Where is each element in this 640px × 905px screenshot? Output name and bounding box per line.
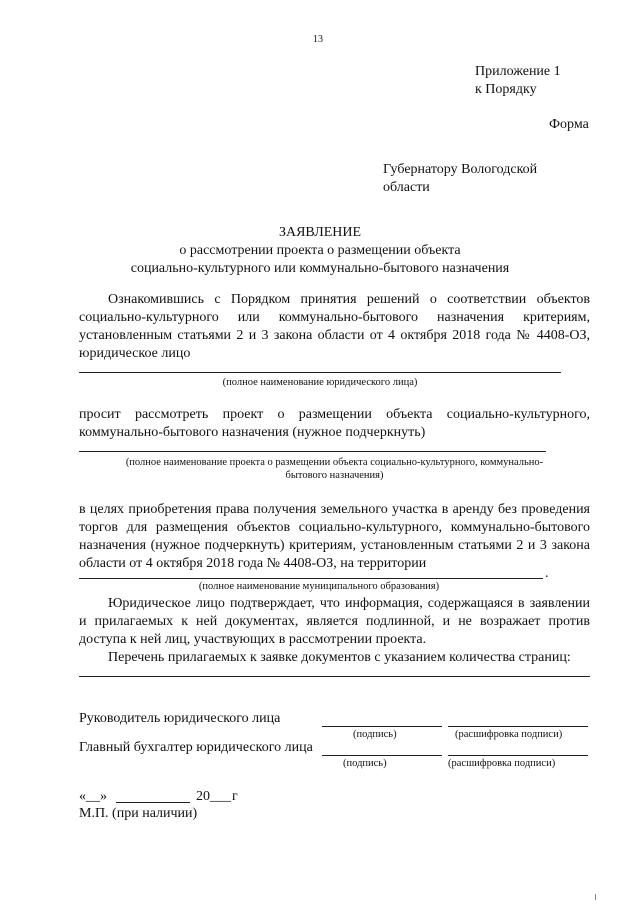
legal-entity-fill-line bbox=[79, 372, 561, 373]
document-subtitle-2: социально-культурного или коммунально-бытового назначения bbox=[130, 261, 510, 276]
date-month-line bbox=[116, 802, 190, 803]
confirm-line-2: и прилагаемых к ней документах, является подлинной, и не возражает против bbox=[79, 614, 590, 629]
page-number: 13 bbox=[313, 34, 323, 45]
addressee-line-1: Губернатору Вологодской bbox=[383, 162, 538, 177]
head-decode-hint: (расшифровка подписи) bbox=[455, 729, 563, 740]
accountant-decode-hint: (расшифровка подписи) bbox=[448, 758, 556, 769]
municipality-line-dot: . bbox=[545, 566, 549, 581]
date-year-suffix: г bbox=[232, 789, 238, 804]
date-day: «__» bbox=[79, 789, 107, 804]
scan-mark bbox=[595, 894, 596, 900]
head-signature-line bbox=[322, 726, 442, 727]
legal-entity-hint: (полное наименование юридического лица) bbox=[222, 377, 418, 388]
municipality-fill-line bbox=[79, 578, 543, 579]
intro-line-3: установленным статьями 2 и 3 закона области от 4 октября 2018 года № 4408-ОЗ, bbox=[79, 328, 590, 343]
document-title: ЗАЯВЛЕНИЕ bbox=[278, 225, 362, 240]
accountant-signature-line bbox=[322, 755, 442, 756]
request-line-1: просит рассмотреть проект о размещении объекта социально-культурного, bbox=[79, 407, 590, 422]
head-decode-line bbox=[448, 726, 588, 727]
purpose-line-2: торгов для размещения объектов социально-культурного, коммунально-бытового bbox=[79, 520, 590, 535]
request-line-2: коммунально-бытового назначения (нужное подчеркнуть) bbox=[79, 425, 426, 440]
intro-line-1: Ознакомившись с Порядком принятия решений о соответствии объектов bbox=[108, 292, 590, 307]
stamp-label: М.П. (при наличии) bbox=[79, 806, 198, 821]
accountant-signature-label: Главный бухгалтер юридического лица bbox=[79, 740, 313, 755]
intro-line-2: социально-культурного или коммунально-бытового назначения критериям, bbox=[79, 310, 590, 325]
form-label: Форма bbox=[549, 117, 589, 132]
purpose-line-4: области от 4 октября 2018 года № 4408-ОЗ, на территории bbox=[79, 556, 427, 571]
accountant-sign-hint: (подпись) bbox=[343, 758, 387, 769]
project-hint-1: (полное наименование проекта о размещении объекта социально-культурного, коммунально- bbox=[125, 457, 544, 468]
head-sign-hint: (подпись) bbox=[353, 729, 397, 740]
purpose-line-3: назначения (нужное подчеркнуть) критериям, установленным статьями 2 и 3 закона bbox=[79, 538, 590, 553]
accountant-decode-line bbox=[448, 755, 588, 756]
project-fill-line bbox=[79, 451, 546, 452]
addressee-line-2: области bbox=[383, 180, 430, 195]
municipality-hint: (полное наименование муниципального образования) bbox=[198, 581, 440, 592]
purpose-line-1: в целях приобретения права получения земельного участка в аренду без проведения bbox=[79, 502, 590, 517]
confirm-line-1: Юридическое лицо подтверждает, что информация, содержащаяся в заявлении bbox=[108, 596, 590, 611]
appendix-line-2: к Порядку bbox=[475, 82, 537, 97]
intro-line-4: юридическое лицо bbox=[79, 346, 191, 361]
head-signature-label: Руководитель юридического лица bbox=[79, 711, 281, 726]
project-hint-2: бытового назначения) bbox=[285, 470, 384, 481]
documents-fill-line bbox=[79, 676, 590, 677]
document-subtitle-1: о рассмотрении проекта о размещении объекта bbox=[179, 243, 461, 258]
confirm-line-3: доступа к ней лиц, участвующих в рассмотрении проекта. bbox=[79, 632, 427, 647]
documents-list-label: Перечень прилагаемых к заявке документов с указанием количества страниц: bbox=[108, 650, 571, 665]
date-year: 20___ bbox=[196, 789, 231, 804]
appendix-line-1: Приложение 1 bbox=[475, 64, 561, 79]
